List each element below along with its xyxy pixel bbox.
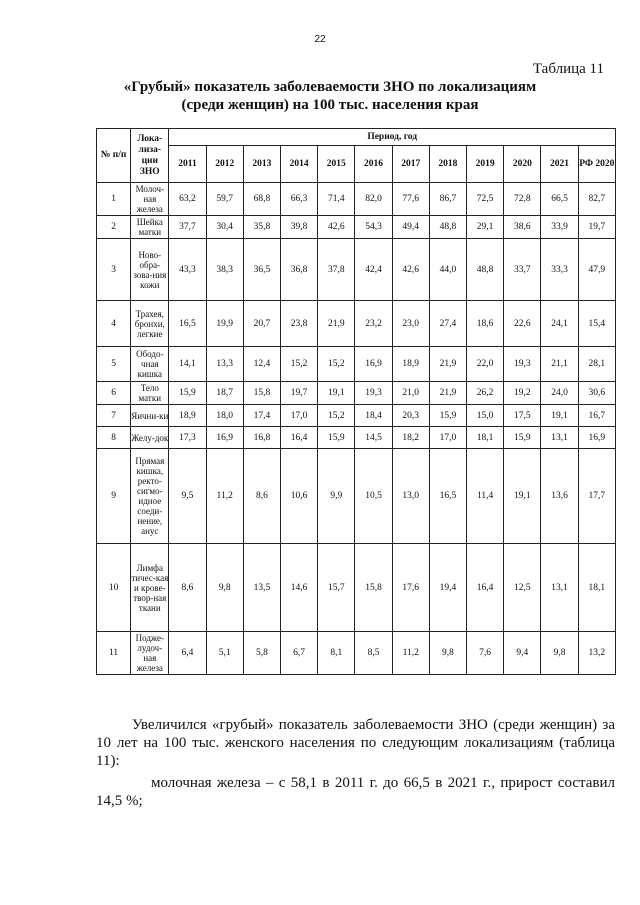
- cell-value: 21,9: [318, 301, 355, 347]
- cell-value: 14,1: [169, 347, 206, 382]
- header-localization: Лока-лиза-ции ЗНО: [131, 129, 169, 183]
- table-row: [97, 632, 616, 675]
- cell-value: 30,4: [206, 216, 243, 239]
- row-number: 10: [97, 544, 131, 632]
- row-localization: Шейка матки: [131, 216, 169, 239]
- cell-value: 22,0: [467, 347, 504, 382]
- table-row: [97, 301, 616, 347]
- cell-value: 12,5: [504, 544, 541, 632]
- cell-value: 18,1: [467, 427, 504, 449]
- cell-value: 17,6: [392, 544, 429, 632]
- row-number: 7: [97, 405, 131, 427]
- cell-value: 17,7: [578, 449, 615, 544]
- cell-value: 49,4: [392, 216, 429, 239]
- cell-value: 15,9: [318, 427, 355, 449]
- cell-value: 15,9: [429, 405, 466, 427]
- table-label: Таблица 11: [532, 61, 604, 77]
- cell-value: 18,1: [578, 544, 615, 632]
- cell-value: 9,8: [206, 544, 243, 632]
- cell-value: 18,4: [355, 405, 392, 427]
- cell-value: 63,2: [169, 183, 206, 216]
- cell-value: 22,6: [504, 301, 541, 347]
- cell-value: 17,5: [504, 405, 541, 427]
- table-title: «Грубый» показатель заболеваемости ЗНО по локализациям (среди женщин) на 100 тыс. населения края: [123, 79, 537, 113]
- cell-value: 47,9: [578, 239, 615, 301]
- header-number: № п/п: [97, 129, 131, 183]
- header-year: 2020: [504, 146, 541, 183]
- cell-value: 15,2: [281, 347, 318, 382]
- cell-value: 8,1: [318, 632, 355, 675]
- cell-value: 18,0: [206, 405, 243, 427]
- cell-value: 27,4: [429, 301, 466, 347]
- cell-value: 16,7: [578, 405, 615, 427]
- cell-value: 28,1: [578, 347, 615, 382]
- cell-value: 33,9: [541, 216, 578, 239]
- cell-value: 15,9: [169, 382, 206, 405]
- cell-value: 16,9: [578, 427, 615, 449]
- cell-value: 72,5: [467, 183, 504, 216]
- cell-value: 42,6: [392, 239, 429, 301]
- cell-value: 38,6: [504, 216, 541, 239]
- cell-value: 16,9: [355, 347, 392, 382]
- cell-value: 23,0: [392, 301, 429, 347]
- cell-value: 13,3: [206, 347, 243, 382]
- cell-value: 82,7: [578, 183, 615, 216]
- cell-value: 18,2: [392, 427, 429, 449]
- row-localization: Яични-ки: [131, 405, 169, 427]
- cell-value: 36,5: [243, 239, 280, 301]
- cell-value: 19,2: [504, 382, 541, 405]
- cell-value: 13,0: [392, 449, 429, 544]
- cell-value: 15,2: [318, 405, 355, 427]
- cell-value: 35,8: [243, 216, 280, 239]
- cell-value: 44,0: [429, 239, 466, 301]
- cell-value: 19,1: [318, 382, 355, 405]
- cell-value: 10,5: [355, 449, 392, 544]
- cell-value: 38,3: [206, 239, 243, 301]
- cell-value: 30,6: [578, 382, 615, 405]
- cell-value: 9,4: [504, 632, 541, 675]
- cell-value: 21,1: [541, 347, 578, 382]
- table-row: [97, 544, 616, 632]
- header-year: 2017: [392, 146, 429, 183]
- cell-value: 17,0: [281, 405, 318, 427]
- cell-value: 15,0: [467, 405, 504, 427]
- cell-value: 29,1: [467, 216, 504, 239]
- cell-value: 8,6: [169, 544, 206, 632]
- row-localization: Подже-лудоч-ная железа: [131, 632, 169, 675]
- cell-value: 68,8: [243, 183, 280, 216]
- row-localization: Лимфа тичес-кая и крове-твор-ная ткани: [131, 544, 169, 632]
- cell-value: 16,4: [281, 427, 318, 449]
- cell-value: 11,4: [467, 449, 504, 544]
- cell-value: 9,9: [318, 449, 355, 544]
- cell-value: 33,7: [504, 239, 541, 301]
- cell-value: 48,8: [467, 239, 504, 301]
- cell-value: 19,3: [355, 382, 392, 405]
- row-localization: Молоч-ная железа: [131, 183, 169, 216]
- cell-value: 13,1: [541, 544, 578, 632]
- row-number: 3: [97, 239, 131, 301]
- cell-value: 19,1: [504, 449, 541, 544]
- cell-value: 15,2: [318, 347, 355, 382]
- cell-value: 16,8: [243, 427, 280, 449]
- row-number: 11: [97, 632, 131, 675]
- row-number: 9: [97, 449, 131, 544]
- cell-value: 5,1: [206, 632, 243, 675]
- cell-value: 71,4: [318, 183, 355, 216]
- cell-value: 37,8: [318, 239, 355, 301]
- cell-value: 11,2: [206, 449, 243, 544]
- cell-value: 16,5: [169, 301, 206, 347]
- cell-value: 18,9: [169, 405, 206, 427]
- cell-value: 13,2: [578, 632, 615, 675]
- header-year: 2013: [243, 146, 280, 183]
- row-localization: Ново-обра-зова-ния кожи: [131, 239, 169, 301]
- cell-value: 48,8: [429, 216, 466, 239]
- row-number: 5: [97, 347, 131, 382]
- cell-value: 15,8: [355, 544, 392, 632]
- cell-value: 23,2: [355, 301, 392, 347]
- header-year: 2014: [281, 146, 318, 183]
- cell-value: 66,3: [281, 183, 318, 216]
- header-year: 2018: [429, 146, 466, 183]
- cell-value: 21,9: [429, 382, 466, 405]
- cell-value: 15,8: [243, 382, 280, 405]
- cell-value: 19,3: [504, 347, 541, 382]
- header-period: Период, год: [169, 129, 616, 146]
- cell-value: 9,5: [169, 449, 206, 544]
- row-localization: Ободо-чная кишка: [131, 347, 169, 382]
- cell-value: 36,8: [281, 239, 318, 301]
- row-number: 6: [97, 382, 131, 405]
- cell-value: 16,9: [206, 427, 243, 449]
- cell-value: 33,3: [541, 239, 578, 301]
- cell-value: 82,0: [355, 183, 392, 216]
- cell-value: 24,0: [541, 382, 578, 405]
- cell-value: 18,9: [392, 347, 429, 382]
- cell-value: 20,3: [392, 405, 429, 427]
- page-number: 22: [314, 34, 326, 45]
- cell-value: 17,3: [169, 427, 206, 449]
- cell-value: 5,8: [243, 632, 280, 675]
- cell-value: 15,7: [318, 544, 355, 632]
- cell-value: 6,7: [281, 632, 318, 675]
- row-localization: Трахея, бронхи, легкие: [131, 301, 169, 347]
- cell-value: 16,4: [467, 544, 504, 632]
- cell-value: 19,7: [578, 216, 615, 239]
- cell-value: 18,7: [206, 382, 243, 405]
- cell-value: 77,6: [392, 183, 429, 216]
- cell-value: 14,6: [281, 544, 318, 632]
- header-year: 2016: [355, 146, 392, 183]
- header-year: 2019: [467, 146, 504, 183]
- row-localization: Желу-док: [131, 427, 169, 449]
- cell-value: 9,8: [429, 632, 466, 675]
- cell-value: 16,5: [429, 449, 466, 544]
- cell-value: 26,2: [467, 382, 504, 405]
- cell-value: 86,7: [429, 183, 466, 216]
- cell-value: 6,4: [169, 632, 206, 675]
- cell-value: 21,9: [429, 347, 466, 382]
- row-number: 1: [97, 183, 131, 216]
- cell-value: 13,5: [243, 544, 280, 632]
- incidence-table: [96, 128, 616, 675]
- cell-value: 14,5: [355, 427, 392, 449]
- cell-value: 9,8: [541, 632, 578, 675]
- table-row: [97, 239, 616, 301]
- table-row: [97, 405, 616, 427]
- row-number: 4: [97, 301, 131, 347]
- cell-value: 43,3: [169, 239, 206, 301]
- cell-value: 59,7: [206, 183, 243, 216]
- row-number: 8: [97, 427, 131, 449]
- header-year: 2012: [206, 146, 243, 183]
- table-row: [97, 382, 616, 405]
- cell-value: 17,0: [429, 427, 466, 449]
- cell-value: 13,6: [541, 449, 578, 544]
- cell-value: 17,4: [243, 405, 280, 427]
- row-number: 2: [97, 216, 131, 239]
- paragraph-breast: молочная железа – с 58,1 в 2011 г. до 66,5 в 2021 г., прирост составил 14,5 %;: [96, 775, 615, 809]
- header-year: 2015: [318, 146, 355, 183]
- table-row: [97, 347, 616, 382]
- cell-value: 23,8: [281, 301, 318, 347]
- cell-value: 72,8: [504, 183, 541, 216]
- cell-value: 54,3: [355, 216, 392, 239]
- cell-value: 37,7: [169, 216, 206, 239]
- cell-value: 21,0: [392, 382, 429, 405]
- table-row: [97, 183, 616, 216]
- row-localization: Тело матки: [131, 382, 169, 405]
- cell-value: 13,1: [541, 427, 578, 449]
- table-row: [97, 449, 616, 544]
- cell-value: 42,4: [355, 239, 392, 301]
- cell-value: 15,4: [578, 301, 615, 347]
- cell-value: 20,7: [243, 301, 280, 347]
- cell-value: 8,5: [355, 632, 392, 675]
- cell-value: 19,1: [541, 405, 578, 427]
- cell-value: 12,4: [243, 347, 280, 382]
- table-row: [97, 216, 616, 239]
- header-year: 2011: [169, 146, 206, 183]
- cell-value: 19,7: [281, 382, 318, 405]
- cell-value: 7,6: [467, 632, 504, 675]
- table-row: [97, 427, 616, 449]
- row-localization: Прямая кишка, ректо-сигмо-идное соеди-нение, анус: [131, 449, 169, 544]
- cell-value: 11,2: [392, 632, 429, 675]
- paragraph-intro: Увеличился «грубый» показатель заболеваемости ЗНО (среди женщин) за 10 лет на 100 тыс. женского населения по следующим локализациям (таблица 11):: [96, 717, 615, 769]
- header-year: РФ 2020: [578, 146, 615, 183]
- cell-value: 24,1: [541, 301, 578, 347]
- cell-value: 19,9: [206, 301, 243, 347]
- cell-value: 42,6: [318, 216, 355, 239]
- header-year: 2021: [541, 146, 578, 183]
- cell-value: 18,6: [467, 301, 504, 347]
- cell-value: 8,6: [243, 449, 280, 544]
- cell-value: 39,8: [281, 216, 318, 239]
- cell-value: 19,4: [429, 544, 466, 632]
- cell-value: 10,6: [281, 449, 318, 544]
- cell-value: 15,9: [504, 427, 541, 449]
- cell-value: 66,5: [541, 183, 578, 216]
